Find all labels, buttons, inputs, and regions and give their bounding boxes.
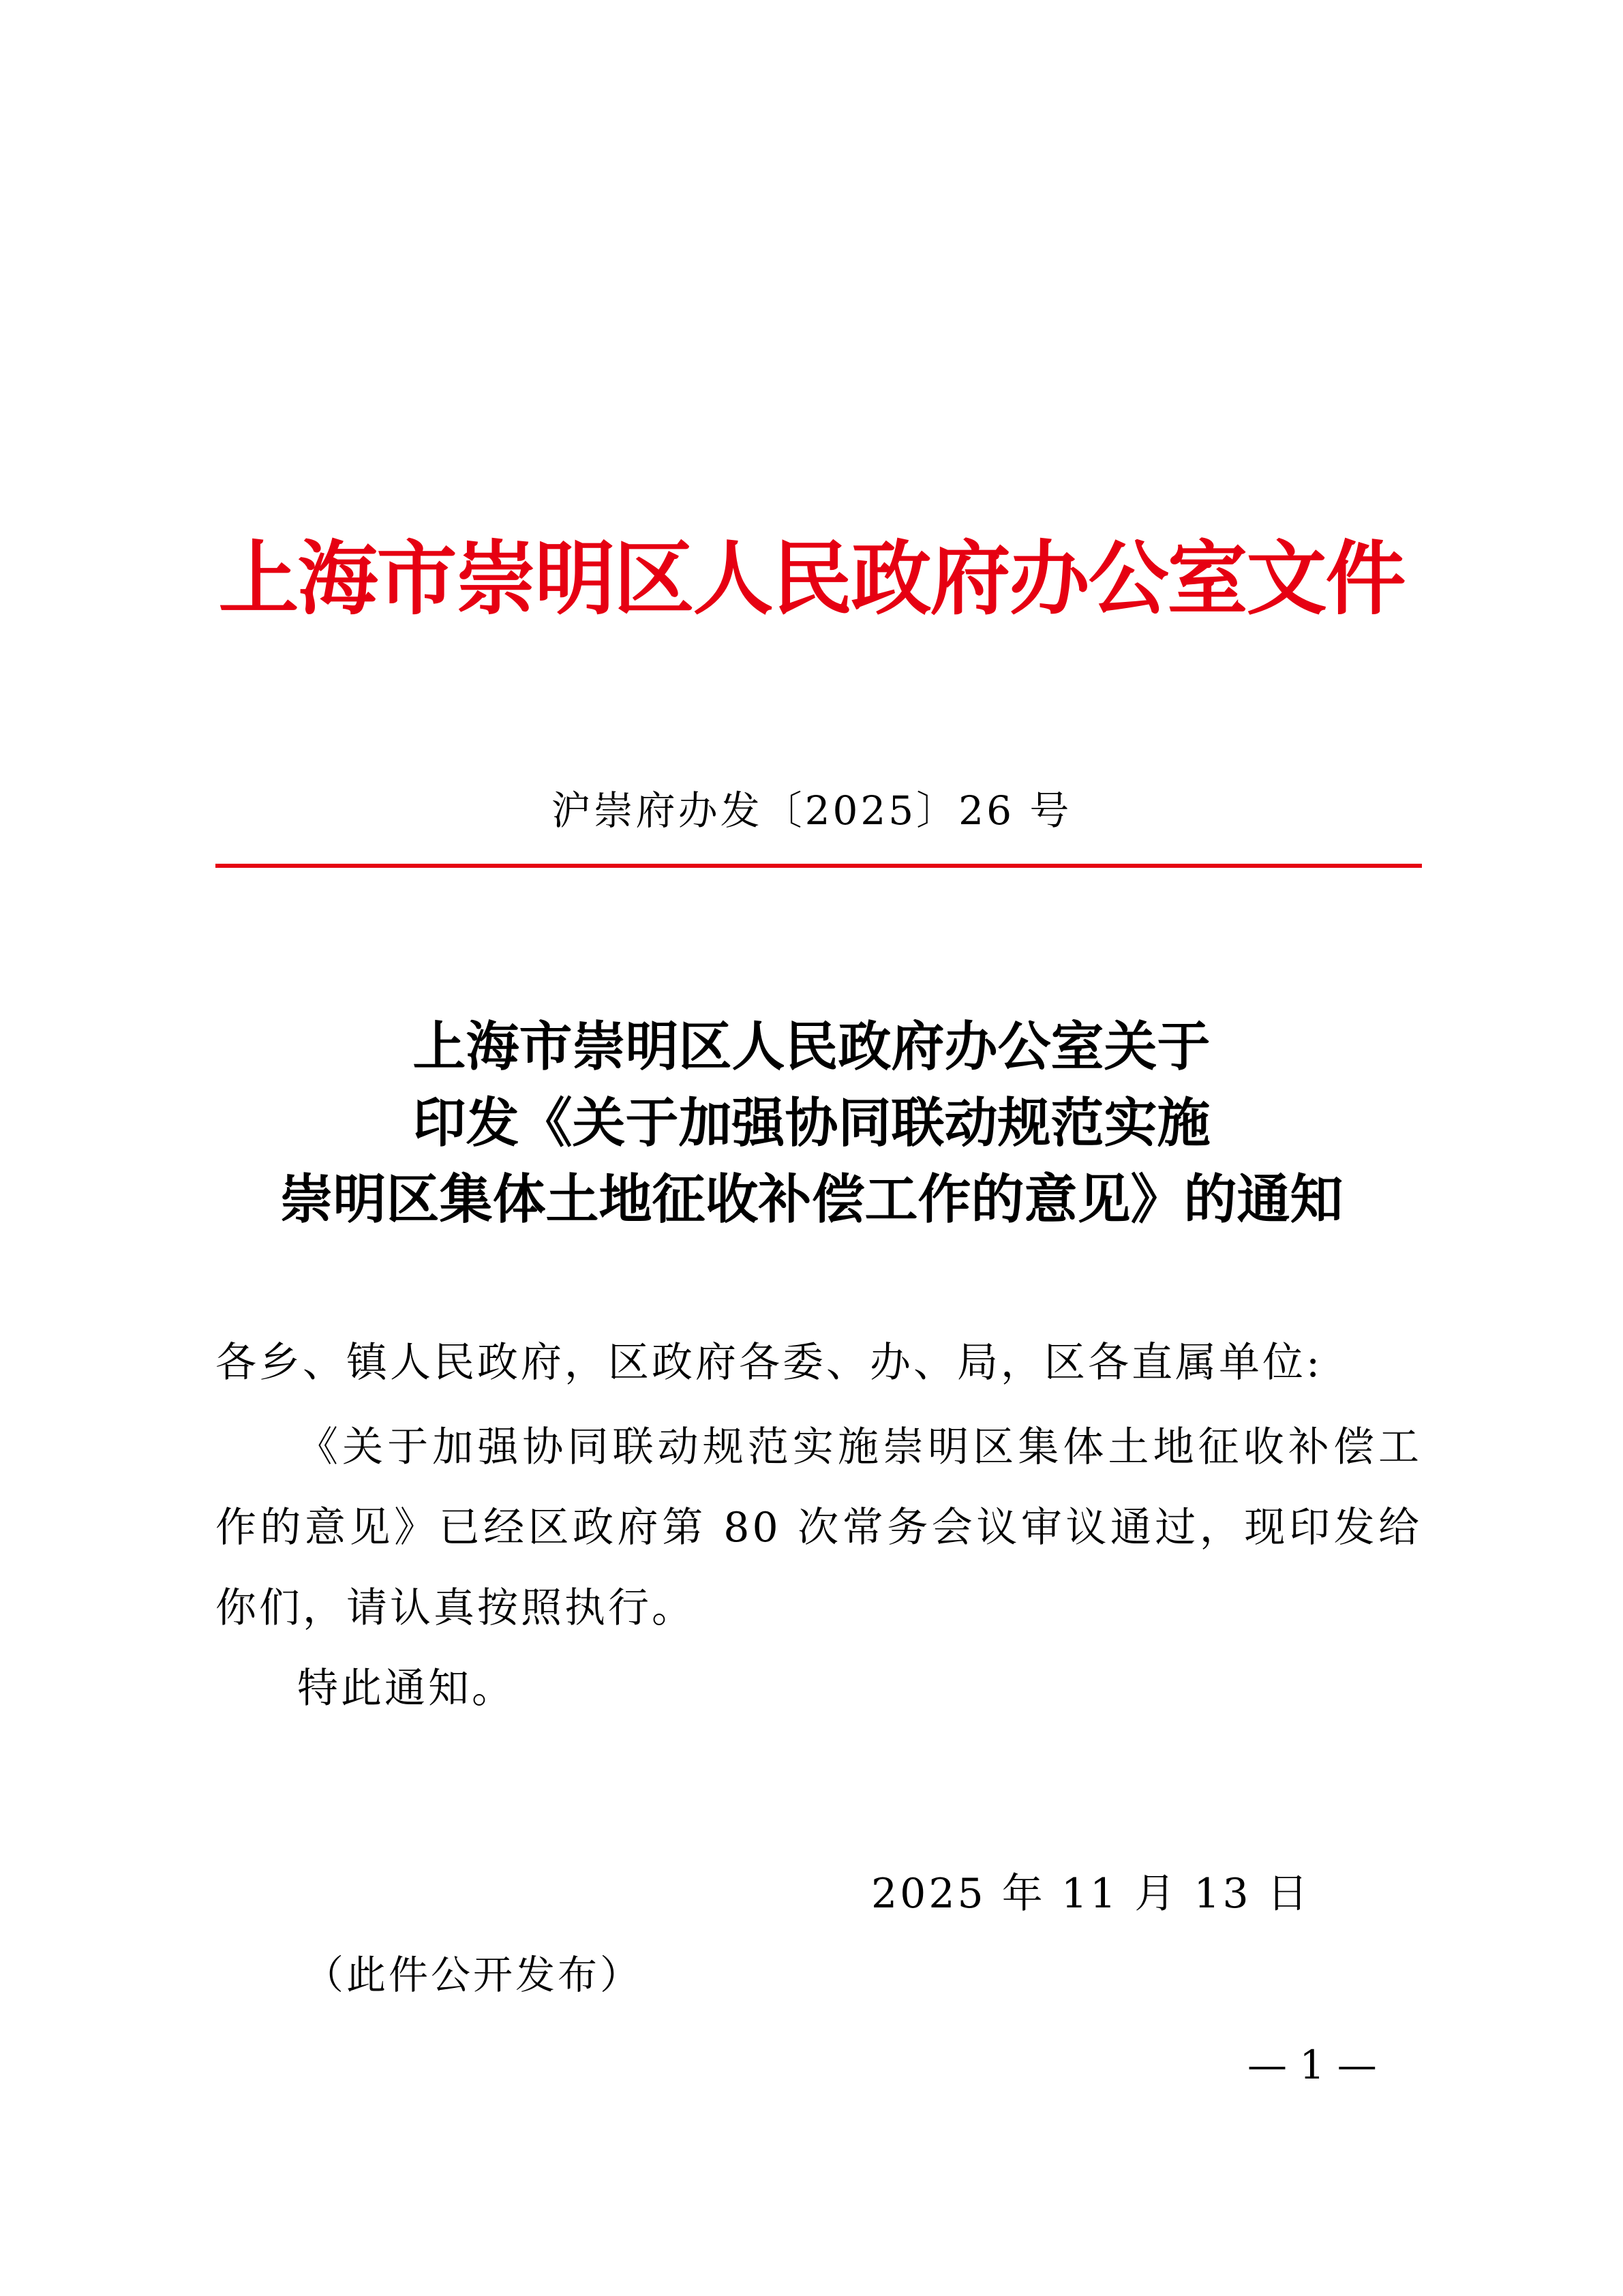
page-number: — 1 — xyxy=(1247,2042,1377,2088)
body-paragraph: 《关于加强协同联动规范实施崇明区集体土地征收补偿工作的意见》已经区政府第 80 次常务会议审议通过，现印发给你们，请认真按照执行。 xyxy=(215,1423,1422,1632)
document-title xyxy=(0,1009,1623,1238)
issue-date: 2025 年 11 月 13 日 xyxy=(871,1870,1311,1918)
title-line-2: 印发《关于加强协同联动规范实施 xyxy=(412,1092,1211,1154)
publication-note: （此件公开发布） xyxy=(304,1952,643,1998)
addressee-line: 各乡、镇人民政府，区政府各委、办、局，区各直属单位: xyxy=(215,1339,1323,1387)
document-number: 沪崇府办发〔2025〕26 号 xyxy=(551,787,1072,834)
red-divider-line xyxy=(215,864,1422,868)
title-line-1: 上海市崇明区人民政府办公室关于 xyxy=(412,1016,1211,1078)
issuer-title: 上海市崇明区人民政府办公室文件 xyxy=(218,531,1405,626)
title-line-3: 崇明区集体土地征收补偿工作的意见》的通知 xyxy=(279,1168,1344,1230)
closing-line: 特此通知。 xyxy=(297,1665,515,1712)
